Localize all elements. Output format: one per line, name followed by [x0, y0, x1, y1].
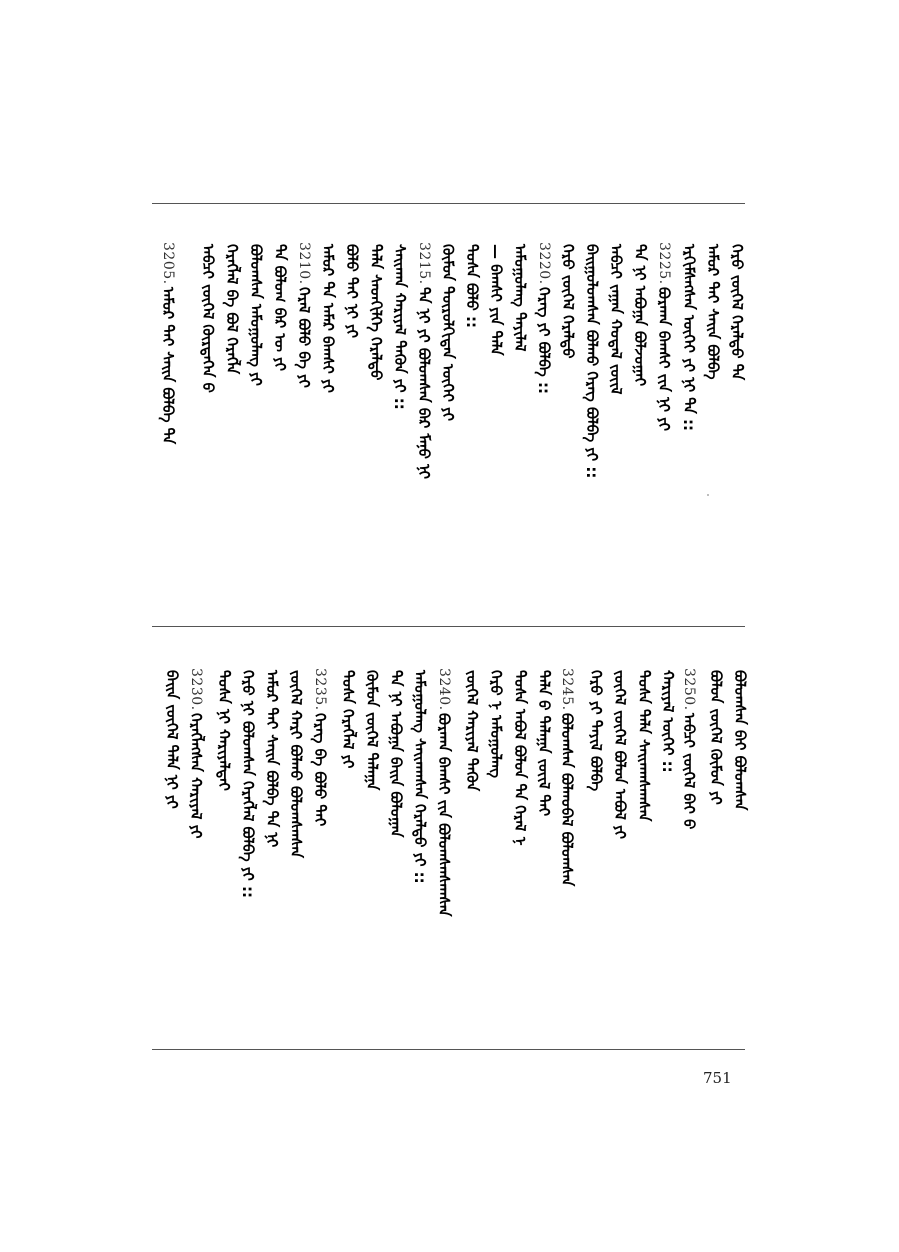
- mongolian-text-line: ᠲᠠᠯᠠ ᠰᠡᠳᠬᠢᠯᠭᠡ ᠭᠡᠷᠡᠯᠲᠦ: [367, 244, 385, 381]
- mongolian-text-line: ᠲᠤᠰᠠ ᠬᠡᠷᠡᠭᠯᠡᠯ ᠶᠢ: [339, 670, 357, 769]
- mongolian-text-line: ᠵᠦᠭᠡᠯ ᠵᠦᠭᠡᠯ ᠪᠣᠯᠤᠨ ᠠᠪᠤᠯ ᠶᠢ: [611, 670, 629, 839]
- mongolian-text-line: ᠠᠮᠤᠷ ᠲᠠᠢ ᠰᠠᠢᠨ ᠪᠣᠯᠪᠠ ᠲᠠ ᠨᠢ: [263, 670, 281, 848]
- text-column: [364, 242, 388, 380]
- text-column: [156, 242, 180, 444]
- text-column: [284, 668, 308, 858]
- mongolian-text-line: ᠲᠠ ᠨᠢ ᠠᠪᠤᠭᠠ ᠪᠣᠯᠵᠤᠭᠠᠢ: [631, 244, 649, 387]
- mongolian-text-line: ᠬᠡᠷᠦ ᠨ ᠠᠮᠤᠭᠤᠯᠠᠩ: [487, 670, 505, 779]
- mongolian-text-line: ᠬᠡᠷᠡᠭ ᠪᠠ ᠪᠣᠯᠤ ᠲᠠᠢ: [311, 712, 329, 826]
- text-column: [532, 668, 556, 816]
- mongolian-text-line: ᠬᠡᠷᠡᠭᠯᠡᠯ ᠪᠠ ᠪᠣᠯ ᠬᠡᠷᠡᠭᠯᠡ: [223, 244, 241, 375]
- text-column: [725, 242, 749, 380]
- mongolian-text-line: ᠪᠣᠯᠤᠨ ᠵᠦᠭᠡᠯ ᠬᠦᠮᠦᠨ ᠶᠢ: [707, 670, 725, 805]
- mongolian-text-line: ᠪᠣᠷᠬᠠᠨ ᠪᠠᠭᠰᠢ ᠵᠢᠨ ᠨᠢ ᠶᠢ: [655, 286, 673, 431]
- speck: [707, 494, 709, 496]
- top-rule: [152, 203, 745, 204]
- text-column: [484, 668, 508, 778]
- mongolian-text-line: ᠬᠦᠮᠦᠨ ᠲᠥᠷᠦᠯᠬᠢᠲᠡᠨ ᠦᠭᠡᠢ ᠶᠢ: [439, 244, 457, 421]
- mongolian-text-line: ᠠᠮᠤᠷ ᠲᠠ ᠠᠮᠠᠷ ᠪᠠᠭᠰᠢ ᠶᠢ: [319, 244, 337, 393]
- line-number: 3250.: [681, 668, 697, 711]
- line-number: 3230.: [188, 668, 204, 711]
- text-column: [408, 668, 432, 884]
- text-column: [628, 242, 652, 386]
- mongolian-text-line: ᠠᠮᠤᠷ ᠲᠠᠢ ᠰᠠᠢᠨ ᠪᠣᠯᠪᠠ: [704, 244, 722, 380]
- text-column: [460, 242, 484, 328]
- mongolian-text-line: ᠲᠠ ᠨᠢ ᠠᠪᠤᠭᠠ ᠪᠠᠢᠨ ᠪᠣᠯᠤᠭᠠᠨ: [387, 670, 405, 838]
- mongolian-text-line: — ᠪᠠᠭᠰᠢ ᠶᠢᠨ ᠲᠠᠯᠠ: [487, 244, 505, 356]
- text-column: [532, 242, 556, 394]
- text-column: [608, 668, 632, 839]
- text-column: [236, 668, 260, 898]
- text-column: [316, 242, 340, 393]
- middle-rule: [152, 626, 745, 627]
- text-column: [384, 668, 408, 837]
- mongolian-text-line: ᠲᠠ ᠪᠣᠯᠤᠭ ᠪᠡᠷ ᠦ ᠶᠢ: [271, 244, 289, 371]
- text-column: [460, 668, 484, 791]
- text-column: [555, 668, 579, 886]
- mongolian-text-line: ᠬᠡᠷᠡᠭᠯᠡᠭᠰᠡᠨ ᠬᠠᠷᠢᠶᠠᠯ ᠶᠢ: [187, 712, 205, 839]
- line-number: 3245.: [559, 668, 575, 711]
- text-column: [292, 242, 316, 388]
- mongolian-text-line: ᠪᠣᠯᠤ ᠲᠠᠢ ᠨᠢ ᠶᠢ: [343, 244, 361, 338]
- mongolian-text-line: ᠪᠣᠯᠤᠭᠰᠠᠨ ᠪᠣᠯᠬᠤᠪᠠᠯ ᠪᠣᠯᠤᠭᠰᠠᠨ: [558, 712, 576, 886]
- text-column: [484, 242, 508, 355]
- mongolian-text-line: ᠵᠦᠭᠡᠯ ᠬᠠᠷᠢᠶᠠᠯ ᠲᠡᠭᠦᠨ: [463, 670, 481, 792]
- text-column: [212, 668, 236, 791]
- text-column: [184, 668, 208, 838]
- mongolian-text-line: ᠪᠠᠢᠨ ᠵᠦᠭᠡᠯ ᠲᠠᠯᠠ ᠨᠢ ᠶᠢ: [163, 670, 181, 809]
- mongolian-text-line: ᠠᠪᠴᠢ ᠵᠠᠭᠠᠨ ᠬᠤᠳᠠᠯ ᠵᠦᠢᠯ: [607, 244, 625, 395]
- line-number: 3205.: [160, 242, 176, 285]
- text-column: [360, 668, 384, 790]
- mongolian-text-line: ᠬᠡᠷᠦ ᠶᠢ ᠲᠠᠶᠢᠯ ᠪᠣᠯᠪᠠ: [587, 670, 605, 792]
- mongolian-text-line: ᠠᠮᠤᠷ ᠲᠠᠢ ᠰᠠᠢᠨ ᠪᠣᠯᠪᠠ ᠲᠠ: [159, 286, 177, 444]
- text-column: [196, 242, 220, 393]
- mongolian-text-line: ᠲᠤᠰᠠ ᠲᠠᠯᠠ ᠰᠠᠢᠬᠠᠨᠰᠠᠭᠰᠠᠨ: [635, 670, 653, 822]
- mongolian-text-line: ᠲᠤᠰᠠ ᠠᠪᠤᠯ ᠪᠣᠯᠤᠨ ᠲᠠ ᠭᠡᠷᠡᠯ ᠨ: [511, 670, 529, 846]
- text-column: [388, 242, 412, 410]
- text-column: [268, 242, 292, 371]
- line-number: 3210.: [296, 242, 312, 285]
- bottom-rule: [152, 1049, 745, 1050]
- text-column: [677, 242, 701, 431]
- text-column: [632, 668, 656, 821]
- text-column: [652, 242, 676, 431]
- text-column: [436, 242, 460, 421]
- text-column: [580, 242, 604, 478]
- mongolian-text-line: ᠲᠠ ᠨᠢ ᠶᠢ ᠪᠣᠯᠤᠭᠰᠠᠨ ᠪᠡᠷ ᠮᠠᠨᠤ ᠨᠢ: [415, 286, 433, 479]
- text-column: [656, 668, 680, 773]
- text-column: [508, 242, 532, 352]
- text-column: [160, 668, 184, 809]
- text-column: [336, 668, 360, 768]
- text-column: [220, 242, 244, 374]
- text-column: [604, 242, 628, 394]
- text-column: [340, 242, 364, 338]
- mongolian-text-line: ᠭᠡᠷᠡᠯ ᠪᠣᠯᠤ ᠪᠠ ᠶᠢ: [295, 286, 313, 388]
- text-column: [432, 668, 456, 916]
- text-column: [244, 242, 268, 386]
- text-column: [704, 668, 728, 805]
- text-column: [508, 668, 532, 846]
- line-number: 3220.: [536, 242, 552, 285]
- mongolian-text-line: ᠰᠠᠢᠬᠠᠨ ᠬᠠᠷᠢᠶᠠᠯ ᠲᠡᠭᠦᠨ ᠶᠢ ::: [391, 244, 409, 410]
- mongolian-text-line: ᠵᠦᠭᠡᠯ ᠬᠠᠷᠢ ᠪᠣᠯᠬᠤ ᠪᠣᠯᠤᠭᠰᠠᠨᠰᠠᠨ: [287, 670, 305, 859]
- mongolian-text-line: ᠠᠮᠤᠭᠤᠯᠠᠩ ᠲᠠᠶᠢᠯᠠᠯ: [511, 244, 529, 352]
- line-number: 3240.: [436, 668, 452, 711]
- mongolian-text-line: ᠬᠠᠷᠢᠶᠠᠯ ᠦᠭᠡᠢ ::: [659, 670, 677, 773]
- mongolian-text-line: ᠠᠪᠴᠢ ᠵᠦᠭᠡᠯ ᠬᠦᠷᠲᠡᠭᠡᠨ ᠪ: [199, 244, 217, 393]
- mongolian-text-line: ᠡᠷᠬᠢᠮᠰᠡᠭᠰᠡᠨ ᠦᠭᠡᠢ ᠶᠢ ᠨᠢ ᠲᠠ ::: [680, 244, 698, 431]
- text-column: [728, 668, 752, 810]
- text-column: [412, 242, 436, 479]
- mongolian-text-line: ᠪᠣᠯᠤᠭᠰᠠᠨ ᠠᠮᠤᠭᠤᠯᠠᠩ ᠶᠢ: [247, 244, 265, 386]
- line-number: 3215.: [416, 242, 432, 285]
- mongolian-text-line: ᠬᠦᠮᠦᠨ ᠵᠦᠭᠡᠯ ᠲᠠᠯᠠᠭᠠ: [363, 670, 381, 791]
- mongolian-text-line: ᠪᠠᠢᠭᠤᠯᠤᠭᠰᠠᠨ ᠪᠣᠯᠬᠤ ᠬᠡᠷᠡᠭ ᠪᠣᠯᠪᠠ ᠶᠢ ::: [583, 244, 601, 479]
- line-number: 3235.: [312, 668, 328, 711]
- mongolian-text-line: ᠬᠡᠷᠦ ᠨᠢ ᠪᠣᠯᠤᠭᠰᠠᠨ ᠬᠡᠷᠡᠭᠯᠡᠯ ᠪᠣᠯᠪᠠ ᠶᠢ ::: [239, 670, 257, 898]
- upper-text-block: [152, 242, 745, 622]
- lower-text-block: [152, 668, 749, 1038]
- mongolian-text-line: ᠬᠡᠷᠡᠭ ᠶᠢ ᠪᠣᠯᠪᠠ ::: [535, 286, 553, 394]
- mongolian-text-line: ᠠᠮᠤᠭᠤᠯᠠᠩ ᠰᠠᠢᠬᠠᠨᠰᠠᠨ ᠭᠡᠷᠡᠯᠲᠦ ᠶᠢ ::: [411, 670, 429, 884]
- mongolian-text-line: ᠲᠤᠰᠠ ᠨᠢ ᠬᠠᠷᠢᠶᠠᠯᠲᠠᠢ: [215, 670, 233, 791]
- mongolian-text-line: ᠪᠣᠯᠤᠭᠰᠠᠨ ᠪᠠᠢ ᠪᠣᠯᠤᠭᠰᠠᠨ: [731, 670, 749, 811]
- text-column: [260, 668, 284, 847]
- mongolian-text-line: ᠬᠡᠷᠦ ᠵᠦᠭᠡᠯ ᠭᠡᠷᠡᠯᠲᠦ: [559, 244, 577, 359]
- text-column: [308, 668, 332, 826]
- page-number: 751: [703, 1069, 732, 1087]
- text-column: [584, 668, 608, 791]
- line-number: 3225.: [656, 242, 672, 285]
- mongolian-text-line: ᠬᠡᠷᠦ ᠵᠦᠭᠡᠯ ᠭᠡᠷᠡᠯᠲᠦ ᠲᠠ: [728, 244, 746, 381]
- text-column: [556, 242, 580, 359]
- mongolian-text-line: ᠲᠠᠯᠠ ᠪ ᠲᠠᠯᠠᠭᠠ ᠵᠦᠢᠯ ᠲᠠᠢ: [535, 670, 553, 817]
- mongolian-text-line: ᠪᠣᠷᠬᠠᠨ ᠪᠠᠭᠰᠢ ᠵᠢᠨ ᠪᠣᠯᠤᠭᠰᠠᠨᠰᠠᠭᠰᠠᠨ: [435, 712, 453, 917]
- mongolian-text-line: ᠠᠪᠴᠢ ᠵᠦᠭᠡᠯ ᠪᠠᠢ ᠪ: [680, 712, 698, 829]
- text-column: [701, 242, 725, 379]
- mongolian-text-line: ᠲᠤᠰᠠ ᠪᠣᠯᠤ ::: [463, 244, 481, 328]
